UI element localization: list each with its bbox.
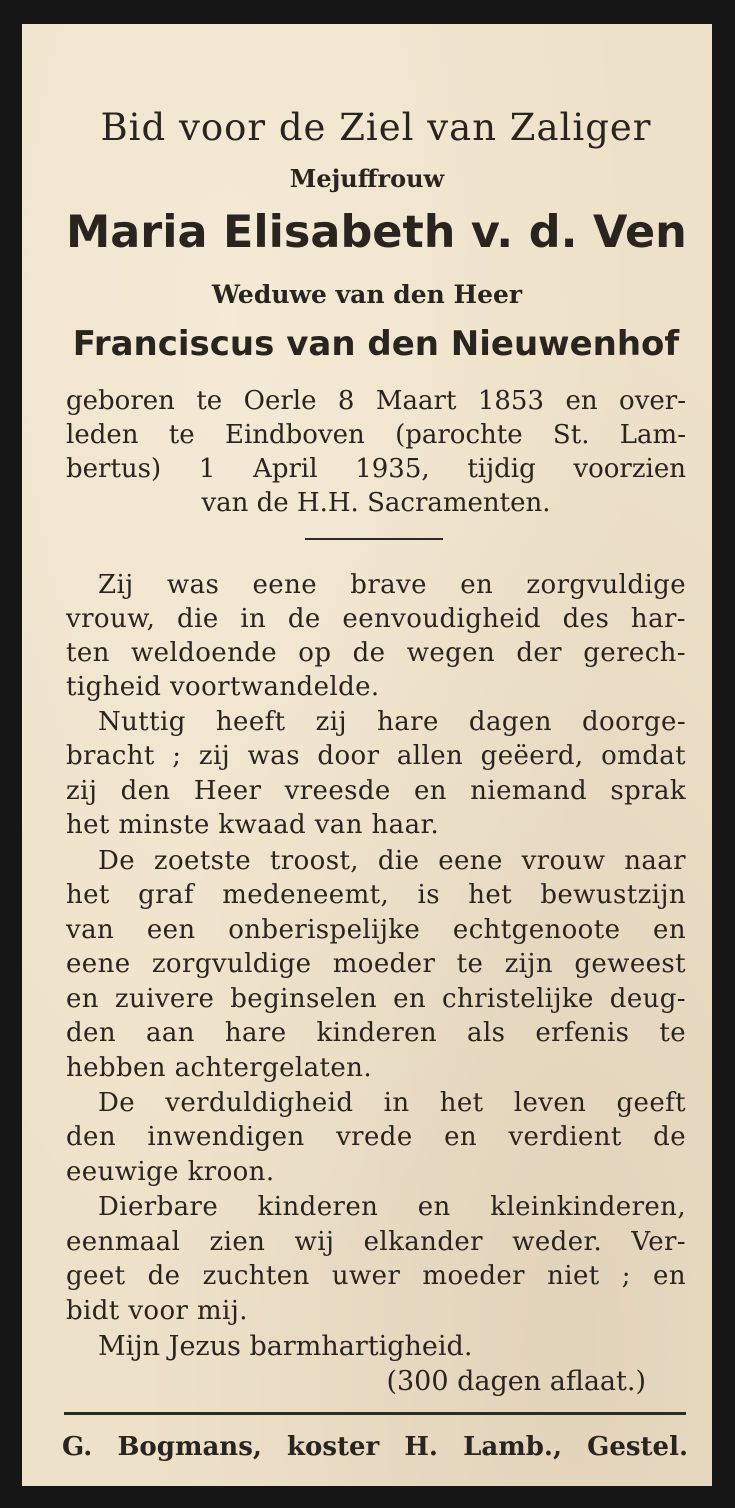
- honorific: Mejuffrouw: [289, 164, 445, 193]
- body-line: van een onberispelijke echtgenoote en: [66, 915, 686, 945]
- prayer-line: Mijn Jezus barmhartigheid.: [98, 1331, 473, 1362]
- body-line: De verduldigheid in het leven geeft: [98, 1088, 686, 1118]
- body-line: eeuwige kroon.: [66, 1157, 275, 1187]
- widow-line: Weduwe van den Heer: [211, 280, 523, 309]
- body-line: den inwendigen vrede en verdient de: [66, 1122, 686, 1152]
- body-line: eenmaal zien wij elkander weder. Ver-: [66, 1227, 686, 1257]
- body-line: bracht ; zij was door allen geëerd, omdat: [66, 741, 686, 771]
- divider-short: [305, 538, 443, 540]
- card-title: Bid voor de Ziel van Zaliger: [100, 106, 652, 149]
- birth-line: bertus) 1 April 1935, tijdig voorzien: [66, 454, 686, 484]
- deceased-name: Maria Elisabeth v. d. Ven: [66, 207, 687, 258]
- body-line: tigheid voortwandelde.: [66, 672, 380, 702]
- printer-credit: G. Bogmans, koster H. Lamb., Gestel.: [62, 1432, 688, 1462]
- body-line: den aan hare kinderen als erfenis te: [66, 1018, 686, 1048]
- birth-line: leden te Eindboven (parochte St. Lam-: [66, 420, 686, 450]
- birth-line: geboren te Oerle 8 Maart 1853 en over-: [66, 386, 686, 416]
- body-line: en zuivere beginselen en christelijke deug-: [66, 984, 686, 1014]
- body-line: De zoetste troost, die eene vrouw naar: [98, 846, 686, 876]
- body-line: ten weldoende op de wegen der gerech-: [66, 638, 686, 668]
- body-line: hebben achtergelaten.: [66, 1053, 372, 1083]
- body-line: Zij was eene brave en zorgvuldige: [98, 570, 686, 600]
- body-line: geet de zuchten uwer moeder niet ; en: [66, 1261, 686, 1291]
- husband-name: Franciscus van den Nieuwenhof: [72, 324, 680, 364]
- indulgence-line: (300 dagen aflaat.): [386, 1366, 646, 1397]
- body-line: zij den Heer vreesde en niemand sprak: [66, 776, 686, 806]
- body-line: het minste kwaad van haar.: [66, 810, 440, 840]
- body-line: vrouw, die in de eenvoudigheid des har-: [66, 604, 686, 634]
- card-paper: [22, 24, 712, 1486]
- body-line: Nuttig heeft zij hare dagen doorge-: [98, 707, 686, 737]
- body-line: bidt voor mij.: [66, 1296, 248, 1326]
- body-line: eene zorgvuldige moeder te zijn geweest: [66, 949, 686, 979]
- body-line: het graf medeneemt, is het bewustzijn: [66, 880, 686, 910]
- birth-line: van de H.H. Sacramenten.: [201, 488, 551, 518]
- divider-long: [64, 1412, 686, 1415]
- body-line: Dierbare kinderen en kleinkinderen,: [98, 1192, 686, 1222]
